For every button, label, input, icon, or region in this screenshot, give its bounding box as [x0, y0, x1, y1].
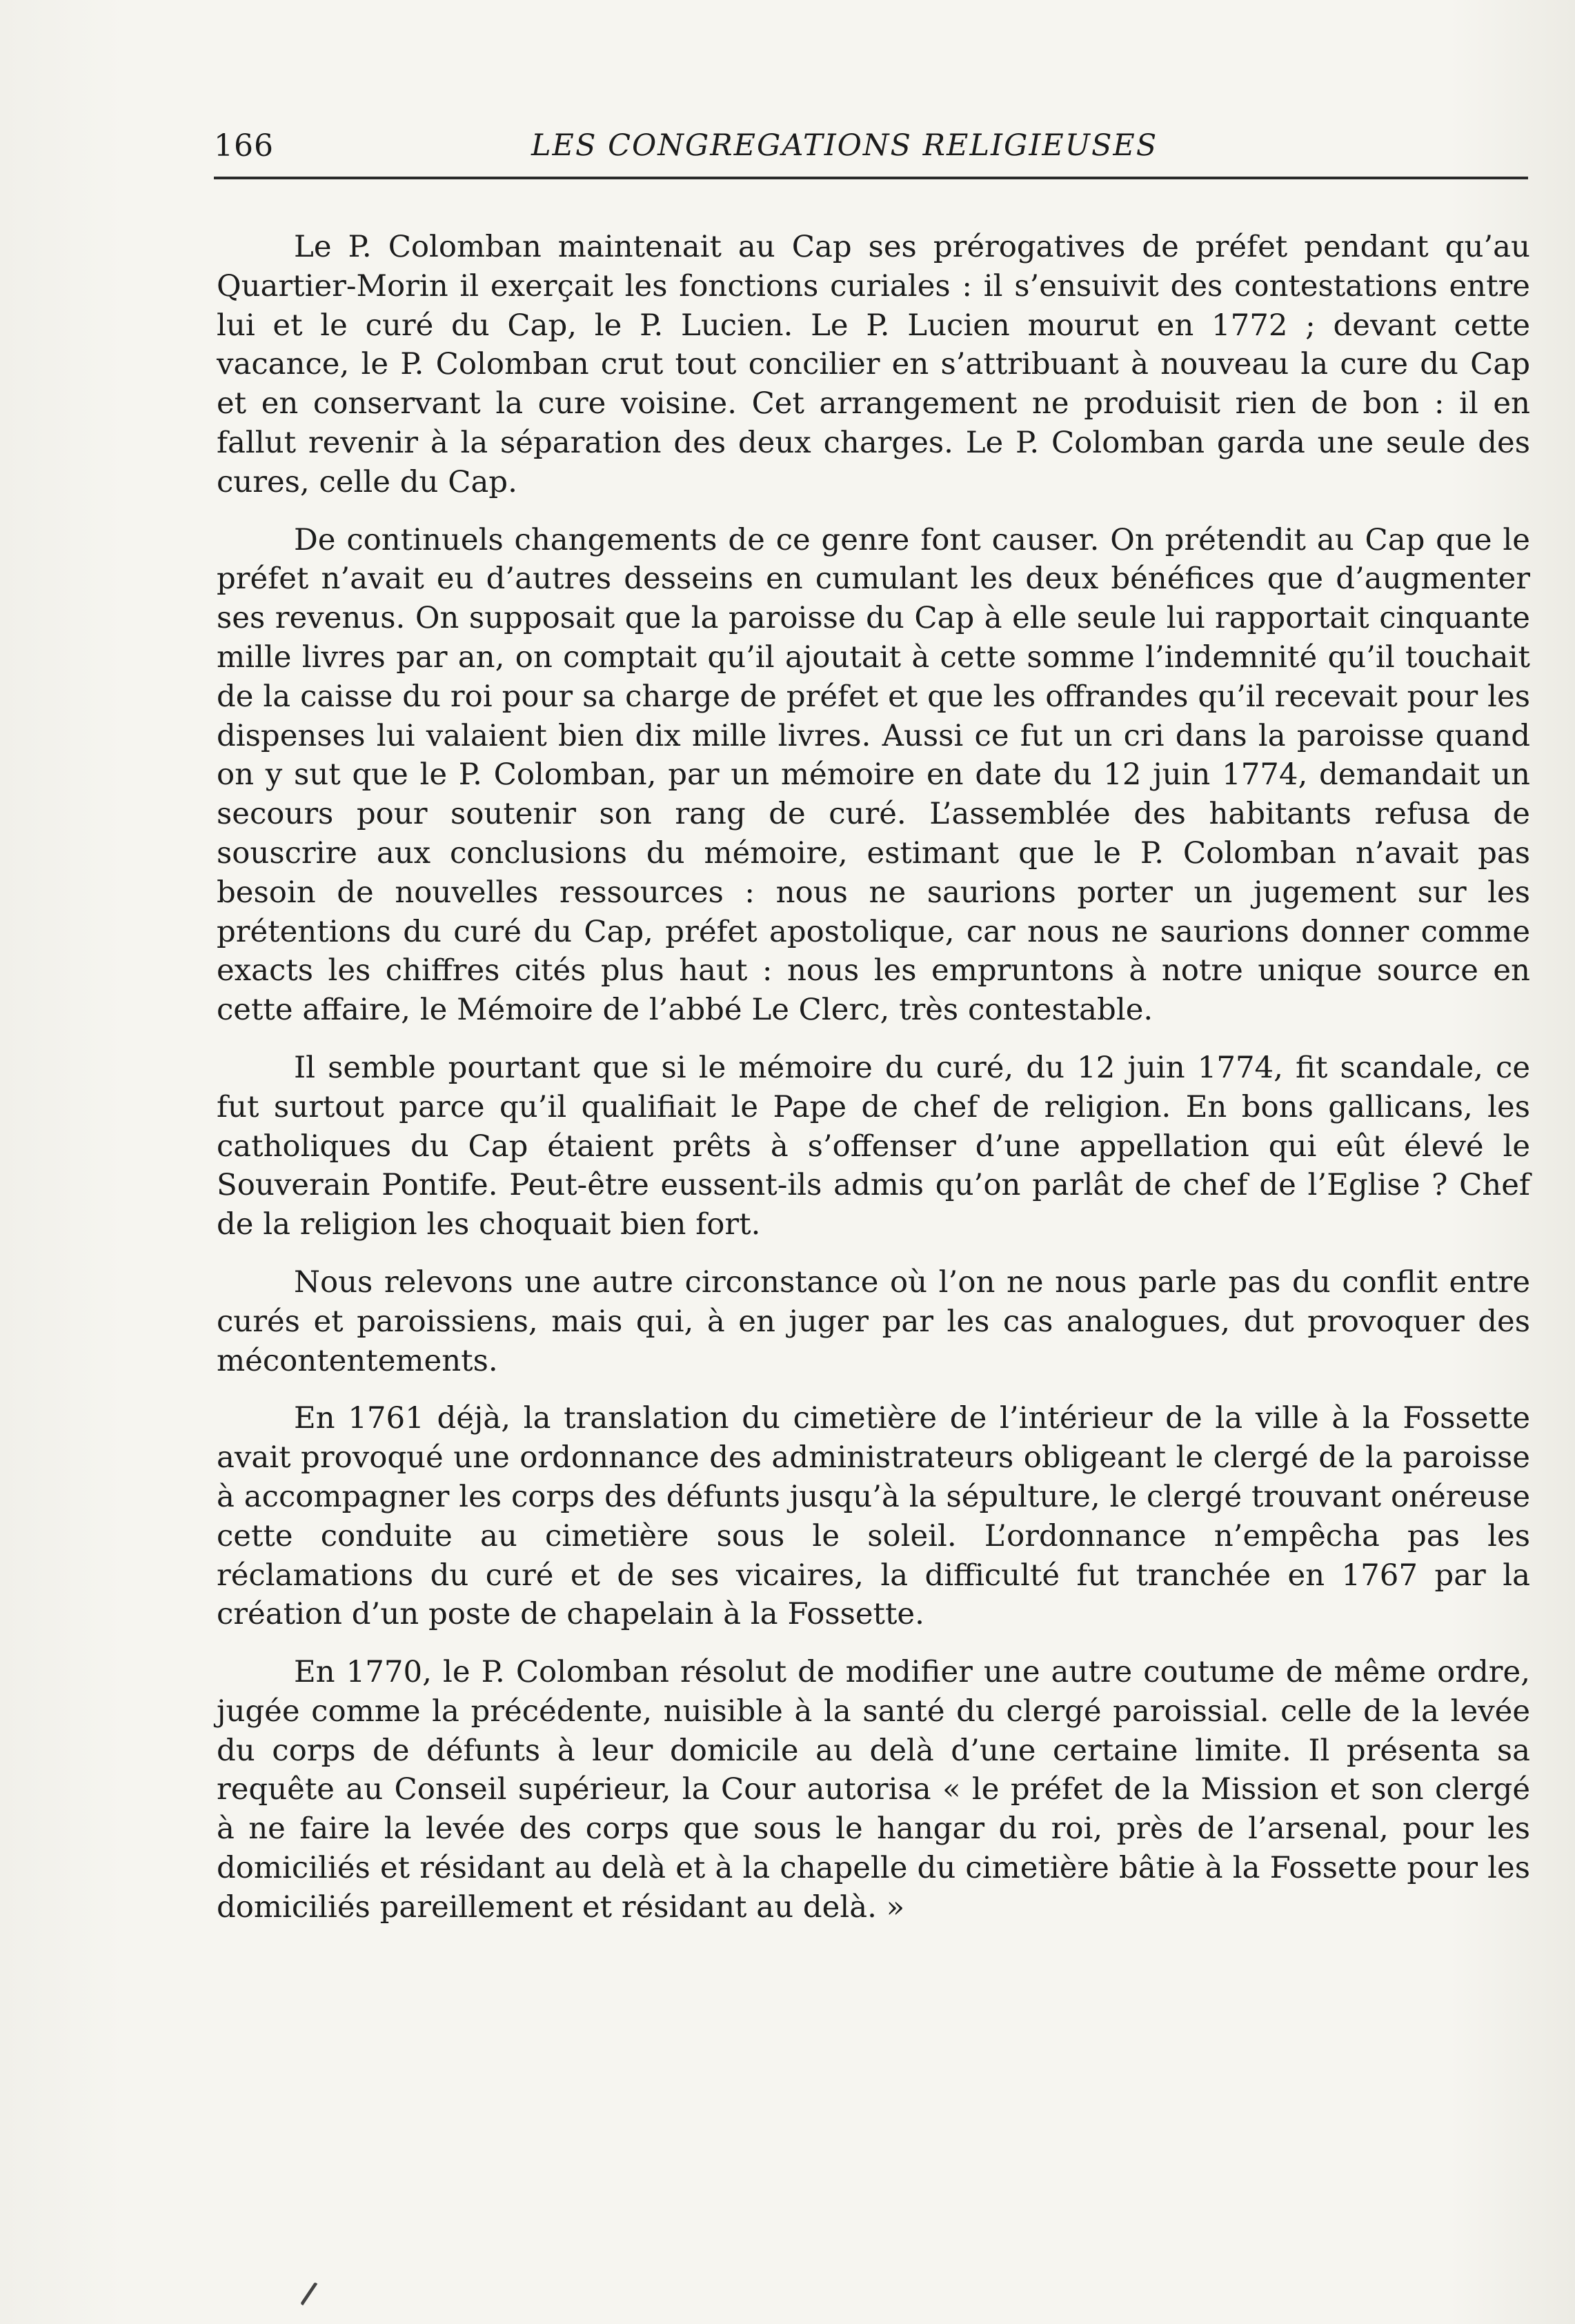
- paragraph-1: Le P. Colomban maintenait au Cap ses prérogatives de préfet pendant qu’au Quartier-Morin il exerçait les fonctions curiales : il s’ensuivit des contestations entre lui et le curé du Cap, le P. Lucien. Le P. Lucien mourut en 1772 ; devant cette vacance, le P. Colomban crut tout concilier en s’attribuant à nouveau la cure du Cap et en conservant la cure voisine. Cet arrangement ne produisit rien de bon : il en fallut revenir à la séparation des deux charges. Le P. Colomban garda une seule des cures, celle du Cap.: [217, 230, 1530, 499]
- page-header: [214, 123, 1528, 179]
- paragraph-4: Nous relevons une autre circonstance où l’on ne nous parle pas du conflit entre curés et paroissiens, mais qui, à en juger par les cas analogues, dut provoquer des mécontentements.: [217, 1264, 1530, 1378]
- running-title: LES CONGREGATIONS RELIGIEUSES: [531, 128, 1158, 163]
- page-number: 166: [214, 128, 274, 163]
- paragraph-5: En 1761 déjà, la translation du cimetière de l’intérieur de la ville à la Fossette avait provoqué une ordonnance des administrateurs obligeant le clergé de la paroisse à accompagner les corps des défunts jusqu’à la sépulture, le clergé trouvant onéreuse cette conduite au cimetière sous le soleil. L’ordonnance n’empêcha pas les réclamations du curé et de ses vicaires, la difficulté fut tranchée en 1767 par la création d’un poste de chapelain à la Fossette.: [217, 1401, 1530, 1632]
- paragraph-6: En 1770, le P. Colomban résolut de modifier une autre coutume de même ordre, jugée comme la précédente, nuisible à la santé du clergé paroissial. celle de la levée du corps de défunts à leur domicile au delà d’une certaine limite. Il présenta sa requête au Conseil supérieur, la Cour autorisa « le préfet de la Mission et son clergé à ne faire la levée des corps que sous le hangar du roi, près de l’arsenal, pour les domiciliés et résidant au delà et à la chapelle du cimetière bâtie à la Fossette pour les domiciliés pareillement et résidant au delà. »: [217, 1655, 1530, 1925]
- body-text: [217, 228, 1530, 1927]
- stray-pen-mark: [300, 2282, 326, 2311]
- paragraph-3: Il semble pourtant que si le mémoire du curé, du 12 juin 1774, fit scandale, ce fut surtout parce qu’il qualifiait le Pape de chef de religion. En bons gallicans, les catholiques du Cap étaient prêts à s’offenser d’une appellation qui eût élevé le Souverain Pontife. Peut-être eussent-ils admis qu’on parlât de chef de l’Eglise ? Chef de la religion les choquait bien fort.: [217, 1050, 1530, 1242]
- paragraph-2: De continuels changements de ce genre font causer. On prétendit au Cap que le préfet n’avait eu d’autres desseins en cumulant les deux bénéfices que d’augmenter ses revenus. On supposait que la paroisse du Cap à elle seule lui rapportait cinquante mille livres par an, on comptait qu’il ajoutait à cette somme l’indemnité qu’il touchait de la caisse du roi pour sa charge de préfet et que les offrandes qu’il recevait pour les dispenses lui valaient bien dix mille livres. Aussi ce fut un cri dans la paroisse quand on y sut que le P. Colomban, par un mémoire en date du 12 juin 1774, demandait un secours pour soutenir son rang de curé. L’assemblée des habitants refusa de souscrire aux conclusions du mémoire, estimant que le P. Colomban n’avait pas besoin de nouvelles ressources : nous ne saurions porter un jugement sur les prétentions du curé du Cap, préfet apostolique, car nous ne saurions donner comme exacts les chiffres cités plus haut : nous les empruntons à notre unique source en cette affaire, le Mémoire de l’abbé Le Clerc, très contestable.: [217, 522, 1530, 1028]
